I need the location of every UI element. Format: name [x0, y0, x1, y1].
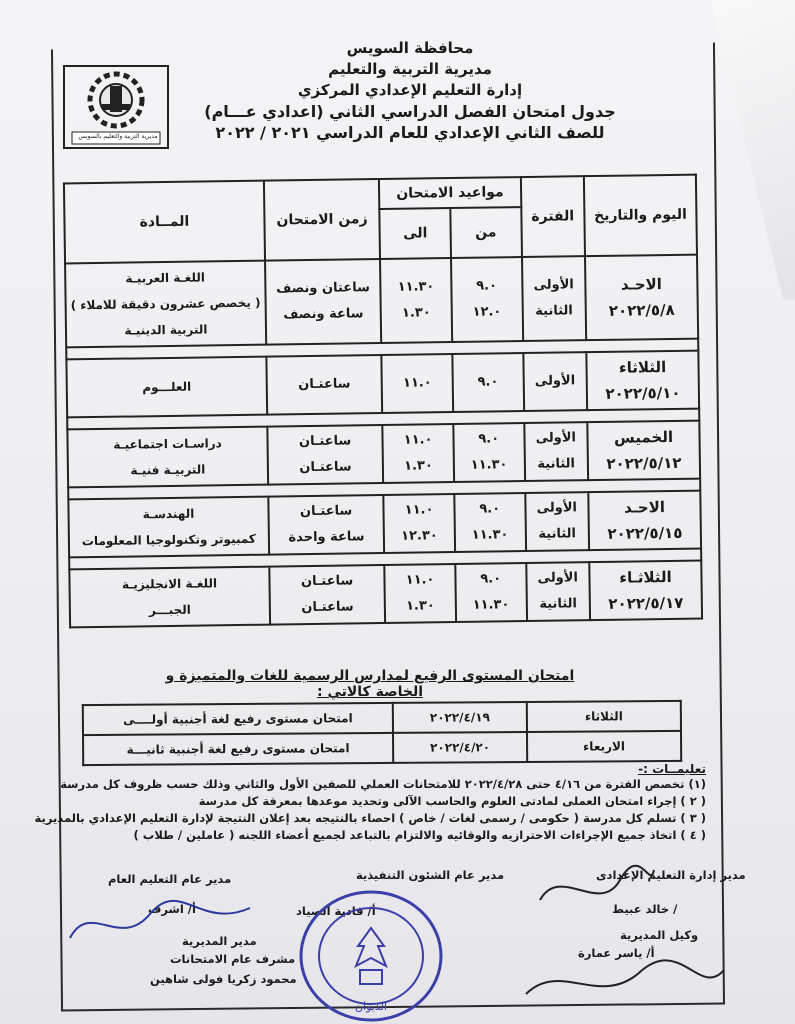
subject-cell-line: كمبيوتر وتكنولوجيا المعلومات [81, 531, 256, 549]
document-header [180, 38, 640, 143]
subject-cell-line: التربيـة فنيـة [130, 462, 206, 478]
to-cell-line: ١.٣٠ [404, 458, 433, 474]
level-day-cell: الثلاثاء [527, 701, 681, 732]
period-cell-line: الثانية [537, 456, 576, 472]
header-from: من [450, 207, 521, 258]
to-cell [384, 494, 455, 553]
table-row [67, 421, 700, 488]
signature-right-title: مدير إدارة التعليم الإعدادى [596, 868, 746, 882]
day-date-cell [586, 351, 699, 411]
subject-cell-line: دراسـات اجتماعيـة [113, 436, 222, 452]
instructions-title: تعليمــات :- [638, 762, 706, 776]
subject-cell [66, 357, 267, 418]
subject-cell-line: الهندسـة [142, 506, 195, 522]
from-cell-line: ١٢.٠ [472, 304, 502, 320]
level-date-cell: ٢٠٢٢/٤/٢٠ [393, 732, 527, 763]
document-title: جدول امتحان الفصل الدراسي الثاني (اعدادي عـــام) [204, 102, 616, 121]
period-cell-line: الثانية [535, 303, 573, 319]
logo-caption: مديرية التربية والتعليم بالسويس [78, 133, 158, 140]
duration-cell [266, 355, 382, 415]
signature-director-title: مدير المديرية [182, 934, 257, 948]
duration-cell [267, 425, 383, 485]
header-day-date: اليوم والتاريخ [584, 175, 697, 257]
signature-scrawl-left [60, 890, 260, 950]
subject-cell-line: ( يخصص عشرون دقيقة للاملاء ) [70, 295, 261, 313]
from-cell [455, 563, 526, 622]
level-exam-row [83, 731, 681, 765]
day-date-cell-line: ٢٠٢٢/٥/٨ [608, 300, 675, 320]
period-cell [522, 256, 587, 341]
day-date-cell-line: ٢٠٢٢/٥/١٥ [607, 523, 683, 543]
duration-cell-line: ساعة واحدة [288, 529, 365, 546]
period-cell-line: الثانية [538, 526, 577, 542]
duration-cell-line: ساعتـان [298, 376, 351, 393]
duration-cell [268, 495, 384, 555]
signature-middle-title: مدير عام الشئون التنفيذية [356, 868, 505, 882]
from-cell [451, 257, 523, 342]
level-exam-title: امتحان المستوى الرفيع لمدارس الرسمية للغات والمتميزة و الخاصة كالاتي : [165, 668, 575, 700]
period-cell [524, 422, 588, 481]
day-date-cell-line: الاحـد [620, 275, 663, 294]
period-cell-line: الأولى [536, 500, 578, 516]
period-cell-line: الأولى [535, 430, 577, 446]
table-row [65, 255, 698, 348]
from-cell-line: ٩.٠ [476, 278, 498, 294]
level-exam-cell: امتحان مستوى رفيع لغة أجنبية أولــــى [83, 703, 393, 735]
signature-scrawl-right [530, 860, 660, 920]
signature-left-name: أ/ اشرف [148, 902, 196, 916]
subject-cell-line: العلـــوم [142, 379, 192, 395]
eagle-icon [356, 928, 386, 966]
subject-cell-line: التربية الدينيـة [124, 322, 208, 338]
stamp-label: الديوان [354, 1000, 388, 1013]
day-date-cell-line: الثلاثاء [618, 358, 667, 377]
period-cell-line: الأولى [533, 277, 574, 293]
duration-cell [269, 565, 385, 625]
period-cell-line: الثانية [539, 596, 578, 612]
period-cell [525, 492, 589, 551]
to-cell-line: ١١.٣٠ [397, 279, 435, 295]
period-cell [526, 562, 590, 621]
from-cell [454, 493, 525, 552]
directorate-name: مديرية التربية والتعليم [328, 60, 492, 78]
subject-cell [67, 427, 268, 488]
duration-cell-line: ساعتـان [300, 573, 354, 590]
duration-cell-line: ساعة ونصف [283, 306, 364, 323]
from-cell [452, 353, 523, 412]
day-date-cell-line: الخميس [613, 427, 674, 447]
to-cell-line: ١٢.٣٠ [401, 528, 438, 544]
period-cell-line: الأولى [537, 570, 578, 586]
signature-middle-name: أ/ فادية الصياد [296, 904, 376, 918]
level-date-cell: ٢٠٢٢/٤/١٩ [393, 702, 527, 733]
subject-cell-line: اللغـة الانجليزيـة [121, 576, 218, 592]
signature-right-name: / خالد عبيط [612, 902, 678, 916]
instruction-item: ( ٣ ) تسلم كل مدرسة ( حكومى / رسمى لغات / خاص ) احصاء بالنتيجه بعد إعلان النتيجة لإدارة التعليم الإعدادي بالمديرية [34, 811, 706, 825]
day-date-cell [589, 561, 702, 621]
header-duration: زمن الامتحان [264, 179, 380, 261]
document-subtitle: للصف الثاني الإعدادي للعام الدراسي ٢٠٢١ / ٢٠٢٢ [215, 123, 605, 142]
day-date-cell [585, 255, 698, 341]
signature-supervisor-title: مشرف عام الامتحانات [170, 952, 296, 966]
from-cell-line: ١١.٣٠ [471, 527, 509, 543]
from-cell-line: ٩.٠ [478, 431, 500, 447]
from-cell-line: ١١.٣٠ [472, 597, 510, 613]
day-date-cell [588, 491, 701, 551]
signature-deputy-name: أ/ ياسر عمارة [578, 946, 655, 960]
level-day-cell: الاربعاء [527, 731, 681, 762]
to-cell-line: ١١.٠ [402, 375, 432, 391]
official-stamp [296, 888, 446, 1024]
table-row [68, 491, 701, 558]
day-date-cell-line: ٢٠٢٢/٥/١٧ [608, 593, 684, 613]
duration-cell-line: ساعتـان [299, 503, 353, 520]
signature-left-title: مدير عام التعليم العام [108, 872, 232, 886]
header-times: مواعيد الامتحان [379, 177, 521, 209]
table-row [66, 351, 699, 418]
to-cell-line: ١.٣٠ [405, 598, 435, 614]
subject-cell [69, 567, 270, 628]
schedule-body [65, 255, 702, 628]
instruction-item: (١) تخصص الفترة من ٤/١٦ حتى ٢٠٢٢/٤/٢٨ للامتحانات العملي للصفين الأول والثاني وذلك حسب ظروف كل مدرسة [60, 777, 706, 791]
level-exam-table [82, 700, 682, 766]
level-exam-cell: امتحان مستوى رفيع لغة أجنبية ثانيـــة [83, 733, 393, 765]
subject-cell [68, 497, 269, 558]
table-row [69, 561, 702, 628]
header-to: الى [380, 208, 451, 259]
level-exam-row [83, 701, 681, 735]
to-cell-line: ١١.٠ [405, 572, 435, 588]
day-date-cell [587, 421, 700, 481]
day-date-cell-line: ٢٠٢٢/٥/١٢ [606, 453, 682, 473]
duration-cell [265, 259, 382, 345]
to-cell [382, 354, 453, 413]
to-cell-line: ١.٣٠ [401, 305, 431, 321]
subject-cell [65, 261, 266, 348]
signature-scrawl-deputy [520, 950, 730, 1010]
to-cell-line: ١١.٠ [404, 502, 434, 518]
to-cell [383, 424, 454, 483]
subject-cell-line: اللغـة العربيـة [125, 270, 206, 286]
subject-cell-line: الجبـــر [148, 602, 191, 618]
duration-cell-line: ساعتـان [301, 599, 354, 616]
instruction-item: ( ٤ ) اتخاذ جميع الإجراءات الاحترازيه والوقائيه والالتزام بالتباعد لجميع أعضاء اللجنه ( عاملين / طلاب ) [133, 828, 706, 842]
header-subject: المــادة [64, 181, 265, 264]
exam-schedule-table [63, 174, 703, 629]
to-cell-line: ١١.٠ [403, 432, 433, 448]
duration-cell-line: ساعتـان [299, 459, 352, 476]
period-cell-line: الأولى [534, 373, 576, 389]
from-cell-line: ٩.٠ [477, 374, 499, 390]
day-date-cell-line: الاحـد [623, 498, 666, 517]
from-cell [453, 423, 524, 482]
instructions [34, 762, 706, 844]
day-date-cell-line: الثلاثـاء [619, 567, 672, 587]
instruction-item: ( ٢ ) إجراء امتحان العملى لمادتى العلوم والحاسب الآلى وتحديد موعدها بمعرفة كل مدرسة [198, 794, 706, 808]
header-period: الفترة [520, 176, 585, 257]
day-date-cell-line: ٢٠٢٢/٥/١٠ [605, 383, 681, 403]
duration-cell-line: ساعتـان [298, 433, 352, 450]
governorate-name: محافظة السويس [346, 39, 474, 57]
to-cell [380, 258, 452, 343]
period-cell [523, 352, 587, 411]
signature-deputy-title: وكيل المديرية [620, 928, 699, 942]
from-cell-line: ٩.٠ [479, 501, 501, 517]
table-header-row [64, 175, 696, 214]
from-cell-line: ٩.٠ [480, 571, 502, 587]
duration-cell-line: ساعتان ونصف [276, 280, 370, 297]
to-cell [385, 564, 456, 623]
department-name: إدارة التعليم الإعدادي المركزي [297, 81, 523, 99]
signature-supervisor-name: محمود زكريا فولى شاهين [150, 972, 297, 986]
from-cell-line: ١١.٣٠ [470, 457, 508, 473]
